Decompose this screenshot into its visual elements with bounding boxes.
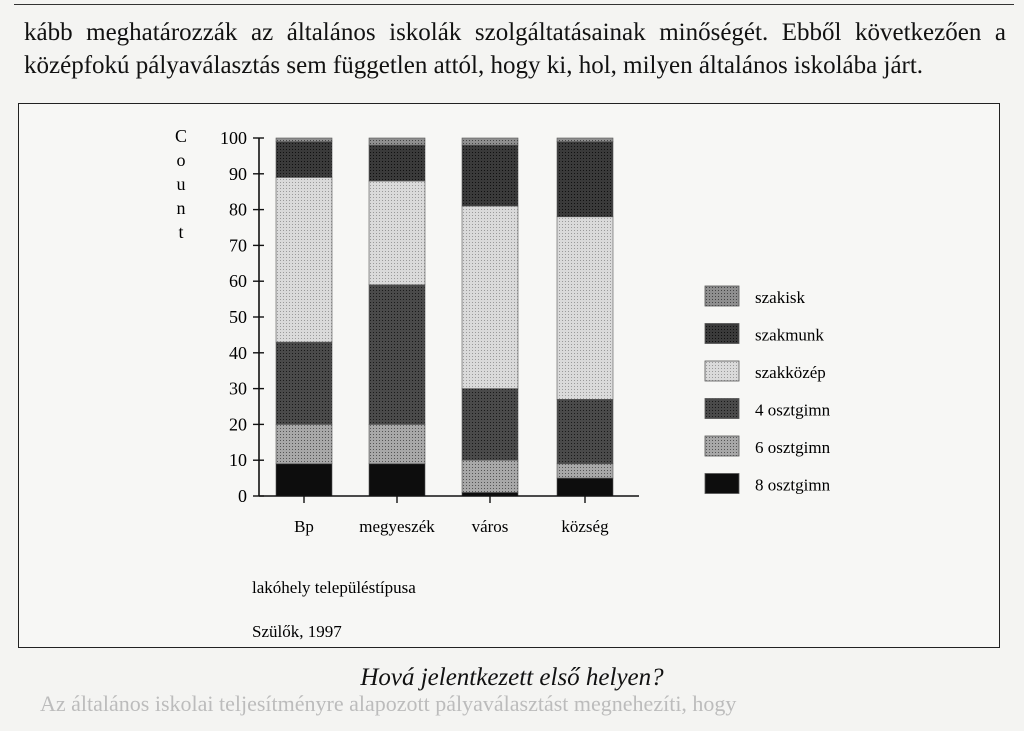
- x-tick-label-község: község: [561, 517, 609, 536]
- legend-label-6-osztgimn: 6 osztgimn: [755, 438, 831, 457]
- bar-segment-megyeszék-8-osztgimn: [369, 464, 425, 496]
- legend-swatch-szakközép: [705, 361, 739, 381]
- legend-label-szakmunk: szakmunk: [755, 325, 824, 345]
- bar-segment-város-szakisk: [462, 138, 518, 145]
- stacked-bar-chart: [19, 104, 999, 647]
- bar-segment-község-szakisk: [557, 138, 613, 142]
- bar-segment-Bp-szakmunk: [276, 142, 332, 178]
- legend-item-8-osztgimn: [705, 474, 831, 495]
- x-tick-label-város: város: [471, 517, 509, 536]
- bar-segment-Bp-8-osztgimn: [276, 464, 332, 496]
- bar-megyeszék: [369, 138, 425, 496]
- y-tick-label-9: 90: [229, 163, 247, 184]
- bar-segment-község-4-osztgimn: [557, 399, 613, 463]
- legend-swatch-szakmunk: [705, 324, 739, 344]
- bar-segment-város-szakközép: [462, 206, 518, 389]
- legend-swatch-4-osztgimn: [705, 399, 739, 419]
- legend: [705, 286, 831, 495]
- legend-label-8-osztgimn: 8 osztgimn: [755, 475, 831, 495]
- legend-item-6-osztgimn: [705, 436, 831, 457]
- legend-label-szakisk: szakisk: [755, 288, 806, 307]
- legend-swatch-szakisk: [705, 286, 739, 306]
- bar-segment-megyeszék-szakmunk: [369, 145, 425, 181]
- chart-source: Szülők, 1997: [252, 622, 342, 641]
- legend-item-szakisk: [705, 286, 806, 307]
- legend-item-szakmunk: [705, 324, 824, 345]
- y-tick-label-6: 60: [229, 271, 247, 292]
- chart-frame: [18, 103, 1000, 648]
- y-axis-label-letter-1: o: [176, 150, 186, 170]
- top-rule: [14, 4, 1014, 5]
- bars: [276, 138, 613, 496]
- y-tick-label-5: 50: [229, 307, 247, 327]
- legend-label-szakközép: szakközép: [755, 363, 826, 382]
- bar-város: [462, 138, 518, 496]
- x-axis-title: lakóhely településtípusa: [252, 578, 416, 597]
- y-axis-label-letter-3: n: [176, 198, 186, 218]
- legend-item-4-osztgimn: [705, 399, 831, 420]
- y-tick-label-0: 0: [238, 486, 247, 506]
- legend-item-szakközép: [705, 361, 826, 382]
- x-tick-label-Bp: Bp: [294, 517, 314, 536]
- bleed-through-text: Az általános iskolai teljesítményre alapozott pályaválasztást megnehezíti, hogy: [40, 691, 737, 716]
- y-tick-label-3: 30: [229, 378, 247, 399]
- y-axis: [175, 126, 264, 506]
- bar-segment-megyeszék-4-osztgimn: [369, 285, 425, 425]
- bar-segment-város-6-osztgimn: [462, 460, 518, 492]
- bar-segment-község-szakközép: [557, 217, 613, 400]
- intro-text: [24, 16, 1006, 82]
- intro-line-2: középfokú pályaválasztás sem független attól, hogy ki, hol, milyen általános iskolába járt.: [24, 52, 924, 79]
- x-axis: [259, 496, 639, 536]
- y-tick-label-4: 40: [229, 342, 247, 363]
- bar-Bp: [276, 138, 332, 496]
- chart-caption: Hová jelentkezett első helyen?: [360, 664, 664, 691]
- y-tick-label-2: 20: [229, 414, 247, 435]
- legend-label-4-osztgimn: 4 osztgimn: [755, 400, 831, 420]
- bar-segment-Bp-szakközép: [276, 177, 332, 342]
- bar-segment-megyeszék-szakközép: [369, 181, 425, 285]
- y-tick-label-7: 70: [229, 235, 247, 256]
- x-tick-label-megyeszék: megyeszék: [359, 517, 435, 536]
- bar-segment-megyeszék-szakisk: [369, 138, 425, 145]
- chart-texts: [252, 578, 416, 641]
- bar-segment-község-8-osztgimn: [557, 478, 613, 496]
- legend-swatch-6-osztgimn: [705, 436, 739, 456]
- bar-segment-Bp-szakisk: [276, 138, 332, 142]
- y-tick-label-1: 10: [229, 450, 247, 471]
- bar-segment-város-4-osztgimn: [462, 389, 518, 461]
- bar-segment-község-szakmunk: [557, 142, 613, 217]
- legend-swatch-8-osztgimn: [705, 474, 739, 494]
- bar-segment-város-szakmunk: [462, 145, 518, 206]
- bar-segment-Bp-4-osztgimn: [276, 342, 332, 424]
- bar-segment-Bp-6-osztgimn: [276, 424, 332, 463]
- y-tick-label-10: 100: [220, 128, 247, 148]
- intro-line-1: kább meghatározzák az általános iskolák szolgáltatásainak minőségét. Ebből következően a: [24, 19, 1006, 46]
- bar-segment-község-6-osztgimn: [557, 464, 613, 478]
- bar-község: [557, 138, 613, 496]
- y-axis-label-letter-0: C: [174, 126, 188, 146]
- y-axis-label-letter-4: t: [178, 222, 184, 242]
- bar-segment-megyeszék-6-osztgimn: [369, 424, 425, 463]
- y-tick-label-8: 80: [229, 199, 247, 220]
- y-axis-label-letter-2: u: [176, 174, 186, 194]
